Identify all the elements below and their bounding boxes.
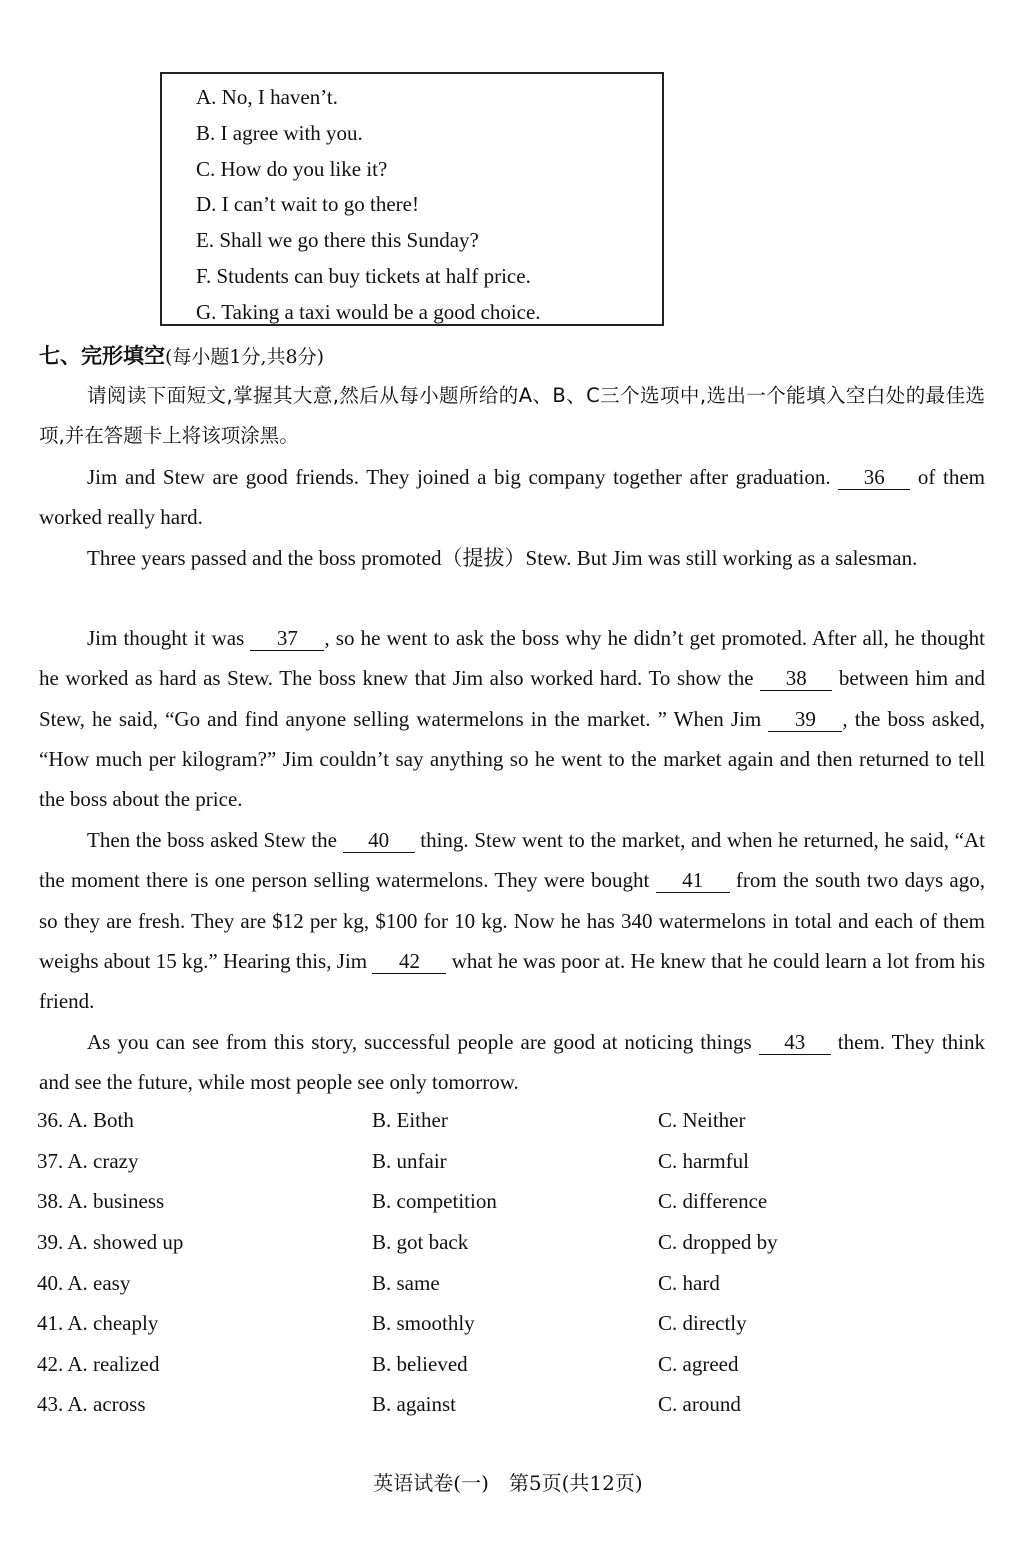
- passage-paragraph-5: [39, 1022, 985, 1103]
- choice-c: C. dropped by: [658, 1230, 778, 1254]
- blank-40: 40: [343, 828, 415, 853]
- choice-b: B. against: [372, 1392, 456, 1416]
- choice-a: 38. A. business: [37, 1189, 165, 1213]
- question-row: [37, 1230, 977, 1270]
- choice-c: C. directly: [658, 1311, 747, 1335]
- option-d: D. I can’t wait to go there!: [196, 192, 419, 217]
- option-b: B. I agree with you.: [196, 120, 363, 145]
- blank-36: 36: [838, 465, 910, 490]
- passage-text: what he was poor at. He knew that he could learn a lot from his friend.: [39, 948, 985, 1014]
- choice-a: 37. A. crazy: [37, 1149, 139, 1173]
- choice-c: C. difference: [658, 1189, 768, 1213]
- passage-text: Jim thought it was: [87, 626, 251, 650]
- passage-text: , the boss asked, “How much per kilogram?” Jim couldn’t say anything so he went to the market again and then returned to tell the boss about the price.: [39, 706, 985, 812]
- choice-b: B. competition: [372, 1189, 497, 1213]
- passage-paragraph-4: [39, 820, 985, 1021]
- option-a: A. No, I haven’t.: [196, 85, 338, 109]
- blank-42: 42: [372, 949, 446, 974]
- passage-text: As you can see from this story, successful people are good at noticing things: [87, 1030, 759, 1054]
- choice-c: C. around: [658, 1392, 741, 1416]
- passage-text: Then the boss asked Stew the: [87, 828, 343, 852]
- passage-paragraph-1: [39, 457, 985, 538]
- page-footer: 英语试卷(一) 第5页(共12页): [373, 1471, 643, 1495]
- choice-b: B. same: [372, 1271, 440, 1295]
- passage-text: , so he went to ask the boss why he didn’t get promoted. After all, he thought he worked as hard as Stew. The boss knew that Jim also worked hard. To show the: [39, 626, 985, 691]
- choice-b: B. smoothly: [372, 1311, 475, 1335]
- question-row: [37, 1108, 977, 1148]
- option-e: E. Shall we go there this Sunday?: [196, 228, 479, 253]
- choice-a: 42. A. realized: [37, 1352, 160, 1376]
- choice-a: 43. A. across: [37, 1392, 146, 1416]
- choice-b: B. unfair: [372, 1149, 447, 1173]
- option-g: G. Taking a taxi would be a good choice.: [196, 299, 541, 324]
- choice-b: B. got back: [372, 1230, 469, 1254]
- instruction-paragraph: 请阅读下面短文,掌握其大意,然后从每小题所给的A、B、C三个选项中,选出一个能填入空白处的最佳选项,并在答题卡上将该项涂黑。: [39, 384, 985, 448]
- question-row: [37, 1352, 977, 1392]
- blank-37: 37: [250, 626, 324, 651]
- choice-a: 39. A. showed up: [37, 1230, 184, 1254]
- choice-b: B. Either: [372, 1108, 448, 1132]
- passage-text: from the south two days ago, so they are fresh. They are $12 per kg, $100 for 10 kg. Now he has 340 watermelons in total and each of them weighs about 15 kg.” Hearing this, Jim: [39, 868, 986, 973]
- option-f: F. Students can buy tickets at half price.: [196, 263, 531, 288]
- choice-a: 36. A. Both: [37, 1108, 134, 1132]
- dialogue-options-box: [160, 72, 664, 326]
- blank-38: 38: [760, 666, 832, 691]
- choice-c: C. Neither: [658, 1108, 746, 1132]
- passage-text: between him and Stew, he said, “Go and find anyone selling watermelons in the market. ” When Jim: [39, 666, 986, 731]
- option-c: C. How do you like it?: [196, 156, 388, 181]
- passage-text: them. They think and see the future, while most people see only tomorrow.: [39, 1030, 985, 1095]
- blank-41: 41: [656, 868, 730, 893]
- section-points: (每小题1分,共8分): [165, 346, 325, 368]
- passage-text: Jim and Stew are good friends. They joined a big company together after graduation.: [87, 465, 839, 489]
- question-row: [37, 1189, 977, 1229]
- choice-a: 41. A. cheaply: [37, 1311, 159, 1335]
- question-row: [37, 1149, 977, 1189]
- passage-text: of them worked really hard.: [39, 465, 986, 530]
- passage-text: thing. Stew went to the market, and when he returned, he said, “At the moment there is one person selling watermelons. They were bought: [39, 828, 985, 893]
- question-row: [37, 1392, 977, 1432]
- choice-a: 40. A. easy: [37, 1271, 131, 1295]
- choice-c: C. agreed: [658, 1352, 739, 1376]
- blank-43: 43: [759, 1030, 831, 1055]
- choice-c: C. hard: [658, 1271, 720, 1295]
- section-title-text: 七、完形填空: [39, 344, 165, 368]
- question-row: [37, 1311, 977, 1351]
- blank-39: 39: [768, 707, 842, 732]
- section-title: [39, 340, 324, 370]
- choice-c: C. harmful: [658, 1149, 749, 1173]
- question-row: [37, 1271, 977, 1311]
- choice-b: B. believed: [372, 1352, 468, 1376]
- passage-paragraph-2: Three years passed and the boss promoted（提拔）Stew. But Jim was still working as a salesman.: [87, 546, 918, 570]
- passage-paragraph-3: [39, 618, 985, 819]
